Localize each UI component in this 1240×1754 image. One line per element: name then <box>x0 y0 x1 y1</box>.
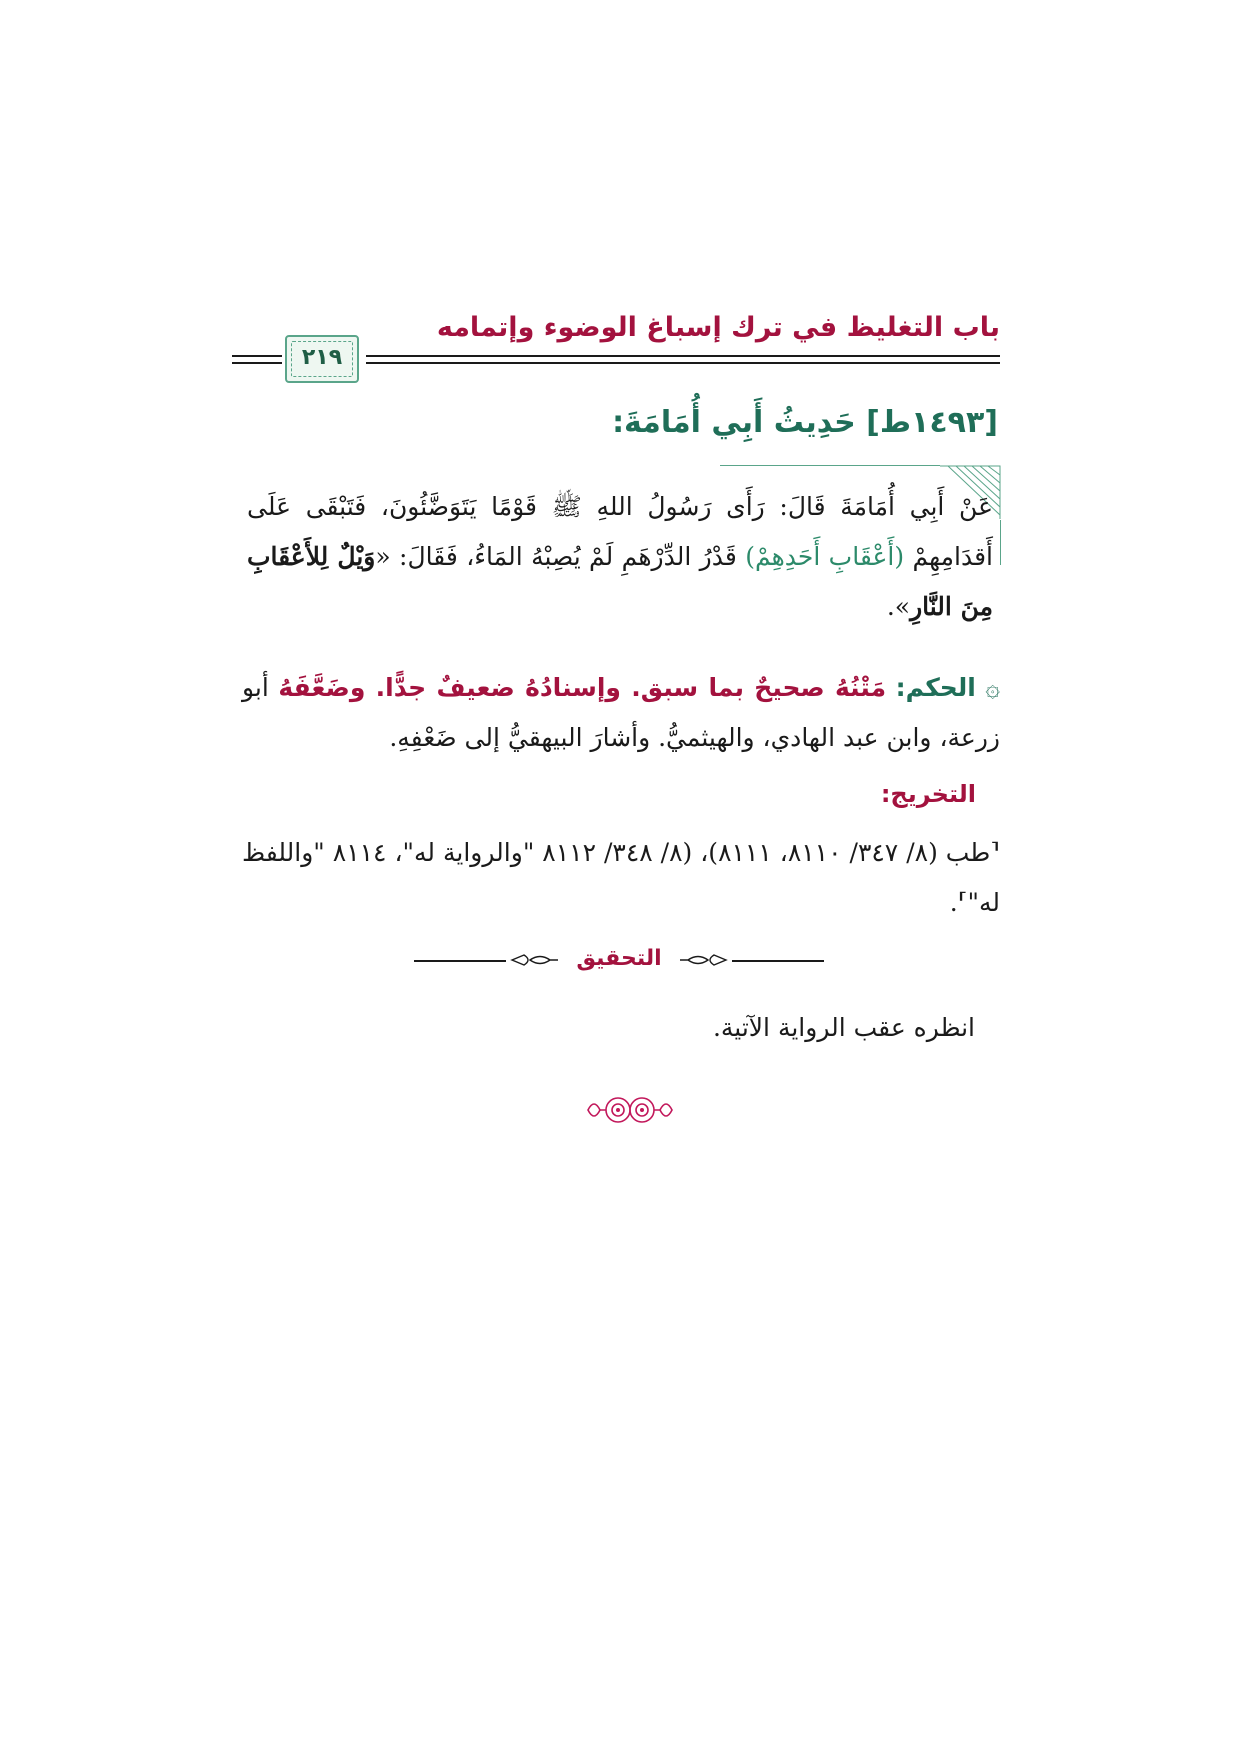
ruling-paragraph <box>242 663 1000 763</box>
header-rule-left <box>232 362 282 364</box>
frame-side-line <box>1000 520 1001 565</box>
ruling-label: الحكم: <box>895 673 976 702</box>
running-title: باب التغليظ في ترك إسباغ الوضوء وإتمامه <box>436 312 1000 343</box>
divider-line <box>732 960 824 962</box>
divider-ornament-icon <box>510 952 560 968</box>
divider-line <box>414 960 506 962</box>
takhrij-heading: التخريج: <box>880 780 976 808</box>
hadith-text-part: ». <box>886 592 911 621</box>
header-rule-left <box>232 355 282 357</box>
tahqiq-label: التحقيق <box>576 946 662 971</box>
divider-ornament-icon <box>678 952 728 968</box>
page-number: ٢١٩ <box>301 345 343 370</box>
variant-reading: (أَعْقَابِ أَحَدِهِمْ) <box>745 542 905 571</box>
hadith-heading: [١٤٩٣ط] حَدِيثُ أَبِي أُمَامَةَ: <box>612 405 998 440</box>
prophet-saying: وَيْلٌ لِلأَعْقَابِ مِنَ النَّارِ <box>247 542 993 621</box>
header-rule <box>366 355 1000 357</box>
tahqiq-note: انظره عقب الرواية الآتية. <box>712 1013 975 1042</box>
takhrij-text: ⸢طب (٨/ ٣٤٧/ ٨١١٠، ٨١١١)، (٨/ ٣٤٨/ ٨١١٢ "والرواية له"، ٨١١٤ "واللفظ له"⸣. <box>242 838 1000 917</box>
hadith-text-part: قَدْرُ الدِّرْهَمِ لَمْ يُصِبْهُ المَاءُ، فَقَالَ: « <box>375 542 746 571</box>
end-ornament-icon <box>584 1090 676 1130</box>
hadith-text-part: عَنْ أَبِي أُمَامَةَ قَالَ: رَأَى رَسُولُ اللهِ ﷺ قَوْمًا يَتَوَضَّئُونَ، فَتَبْقَى عَلَى أَقدَامِهِمْ <box>247 492 993 571</box>
rub-el-hizb-icon: ۞ <box>985 673 1001 702</box>
tahqiq-divider <box>414 946 824 976</box>
frame-top-line <box>720 465 940 466</box>
hadith-text <box>247 482 993 632</box>
ruling-text: أبو زرعة، وابن عبد الهادي، والهيثميُّ. وأشارَ البيهقيُّ إلى ضَعْفِهِ. <box>242 673 1000 752</box>
header-rule <box>366 362 1000 364</box>
page-number-frame <box>285 335 359 383</box>
ruling-verdict: مَتْنُهُ صحيحٌ بما سبق. وإسنادُهُ ضعيفٌ جدًّا. وضَعَّفَهُ <box>278 673 887 702</box>
